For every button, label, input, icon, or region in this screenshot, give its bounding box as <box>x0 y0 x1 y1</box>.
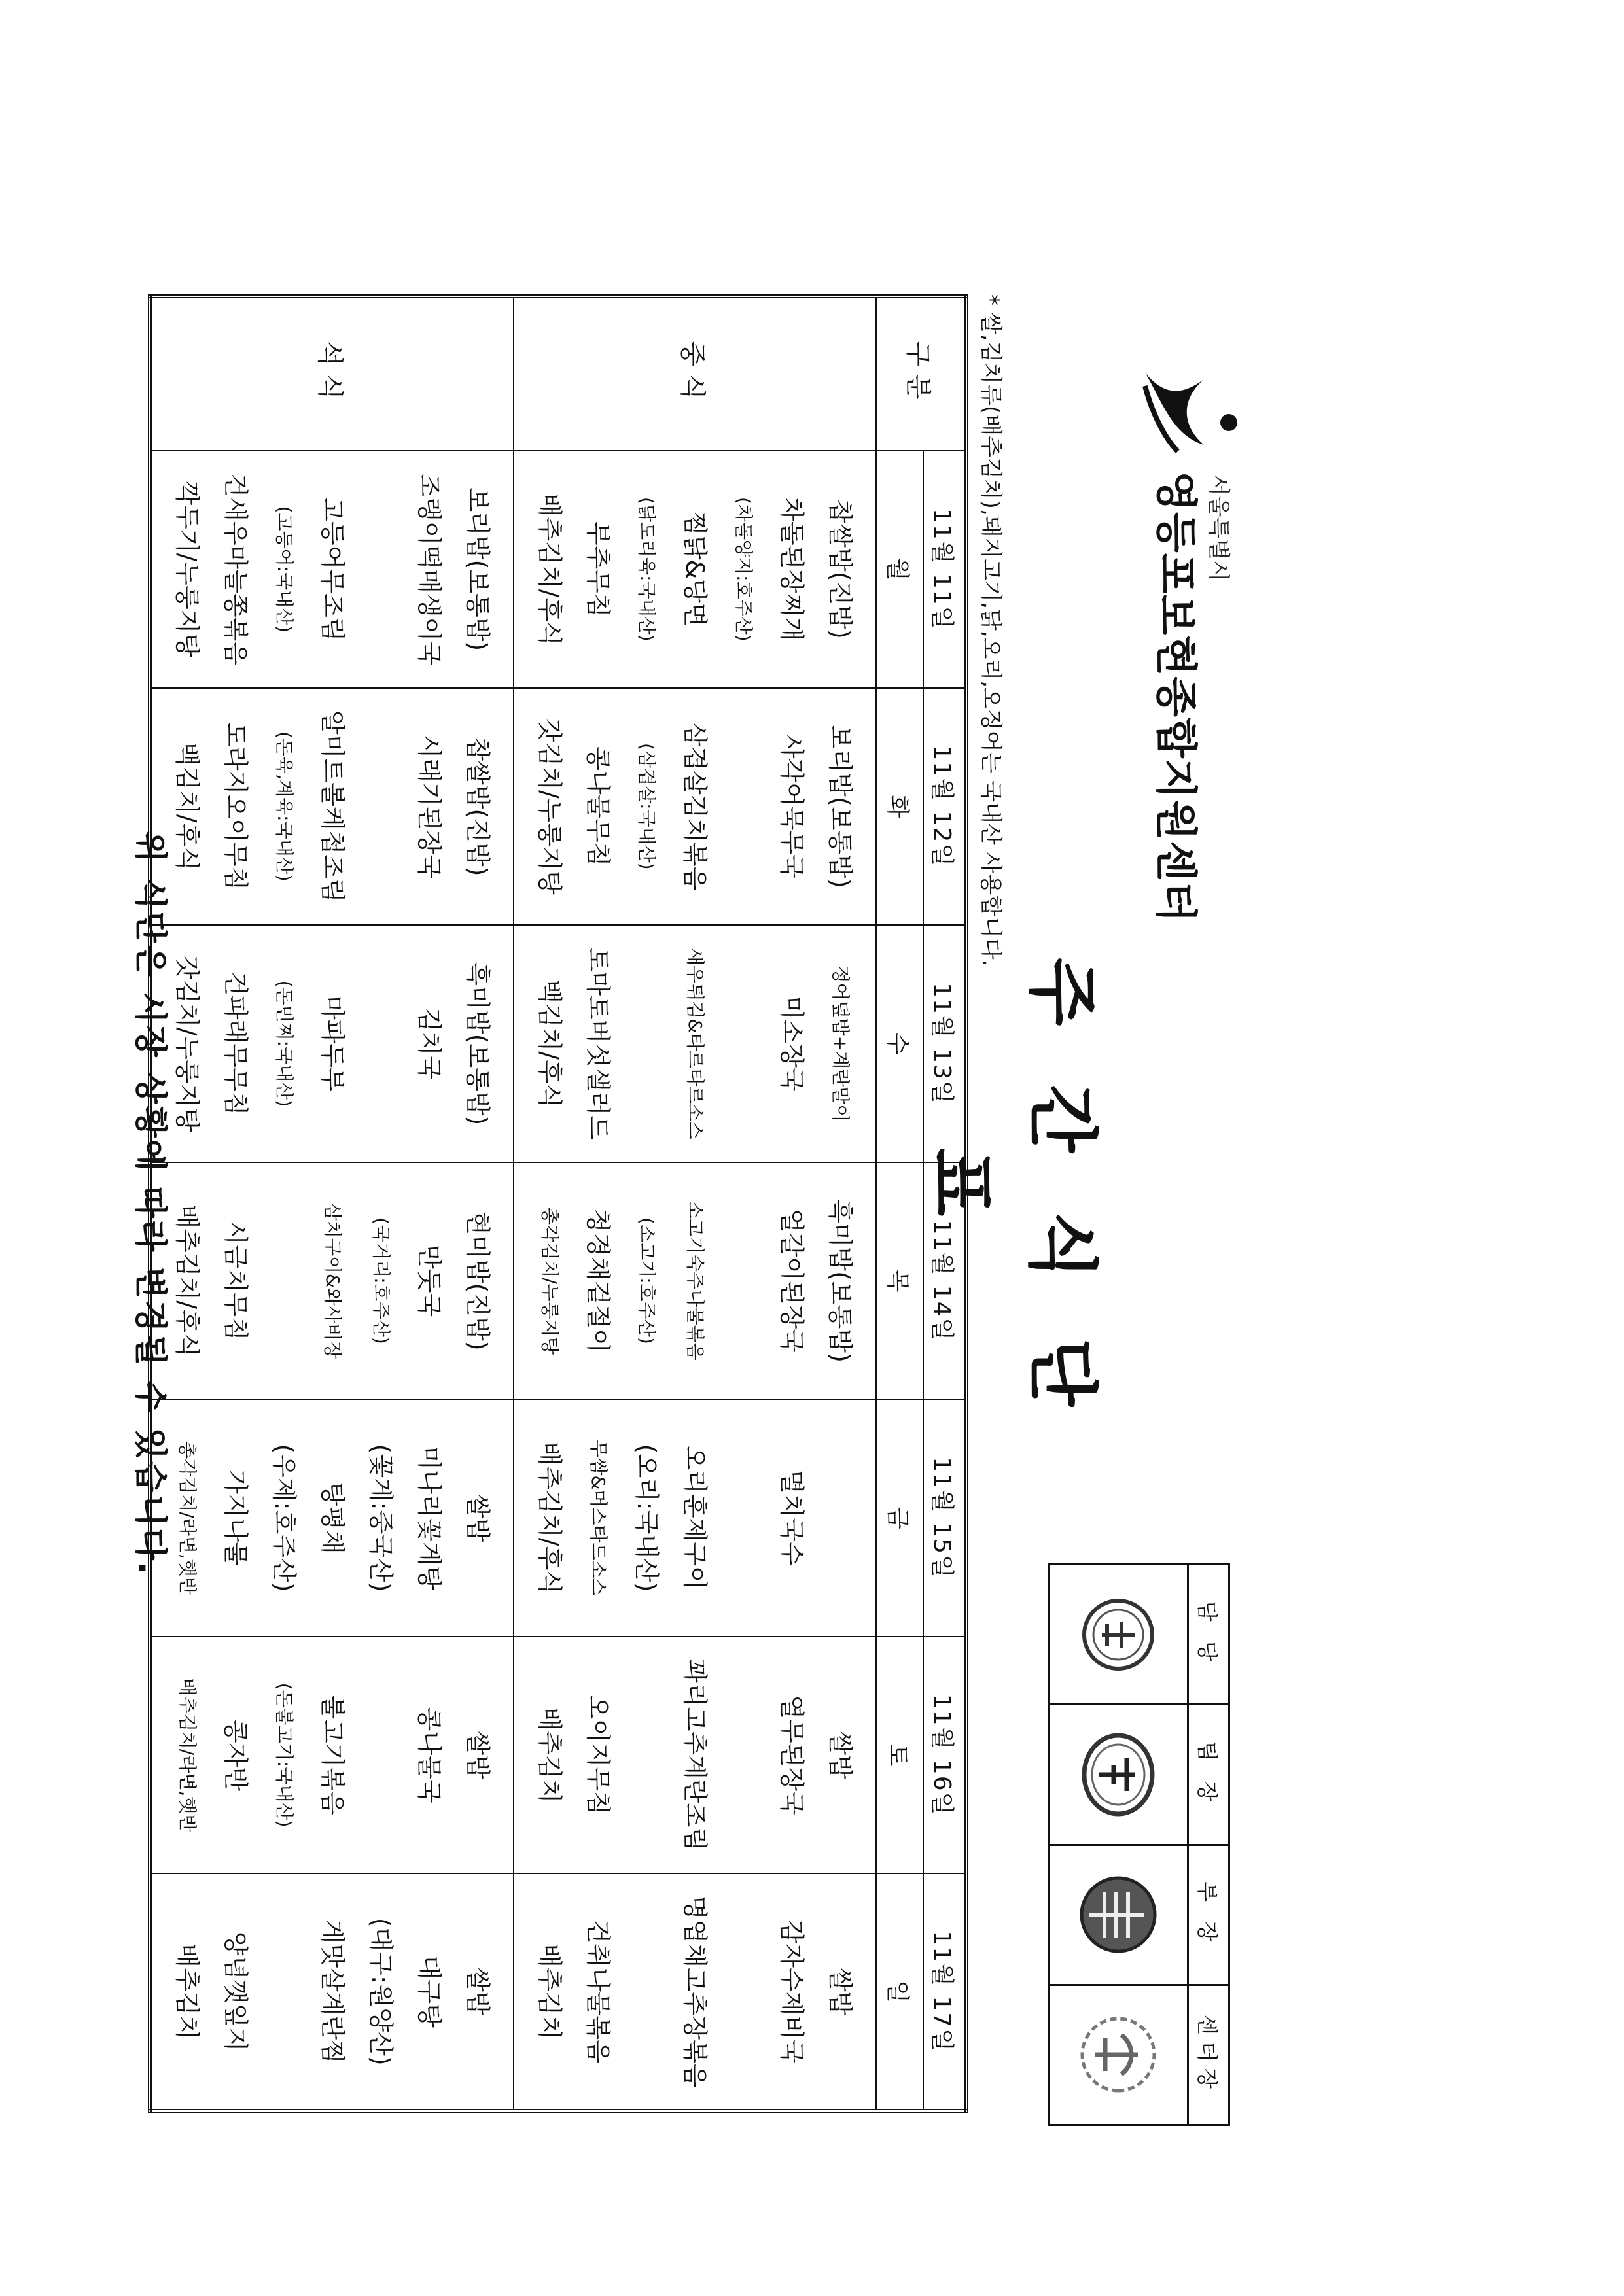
menu-item: 부추무침 <box>584 521 612 617</box>
seal-stamp-icon <box>1069 1866 1167 1964</box>
weekly-menu-table <box>148 294 968 2113</box>
menu-item: 갓김치/누룽지탕 <box>173 955 202 1132</box>
menu-item: 쌀밥 <box>826 1967 855 2016</box>
approval-stamp-cell <box>1049 1705 1188 1845</box>
menu-item: 마파두부 <box>318 995 347 1092</box>
approval-label-team-lead: 팀 장 <box>1188 1705 1229 1845</box>
corner-label: 구분 <box>876 296 966 451</box>
menu-item: 대구탕 <box>415 1955 444 2028</box>
day-weekday: 수 <box>876 925 923 1162</box>
menu-item: 얼갈이된장국 <box>777 1208 806 1353</box>
meal-label: 석식 <box>150 296 514 451</box>
menu-item: 배추김치 <box>535 1707 564 1803</box>
menu-item: (고등어:국내산) <box>274 506 295 633</box>
menu-item: 시금치무침 <box>221 1221 250 1341</box>
menu-item: (대구:원양산) <box>366 1917 395 2066</box>
day-weekday: 토 <box>876 1637 923 1874</box>
menu-cell <box>150 1399 514 1637</box>
menu-item: 백김치/후식 <box>173 742 202 871</box>
menu-item <box>719 1168 768 1394</box>
menu-item <box>622 931 671 1157</box>
menu-item: 배추김치/후식 <box>173 1204 202 1357</box>
menu-item: 배추김치 <box>535 1943 564 2040</box>
menu-cell <box>150 1162 514 1400</box>
menu-item: (돈민찌:국내산) <box>274 980 295 1107</box>
menu-cell <box>514 1637 876 1874</box>
menu-item: 차돌된장찌개 <box>777 497 806 642</box>
menu-body <box>150 296 876 2111</box>
menu-item: 삼치구이&와사비장 <box>322 1202 344 1359</box>
menu-item: 오이지무침 <box>584 1695 612 1815</box>
menu-item <box>719 1643 768 1868</box>
menu-item: 배추김치/후식 <box>535 493 564 646</box>
menu-item: (오리:국내산) <box>632 1444 661 1592</box>
menu-item <box>719 694 768 920</box>
menu-cell <box>150 1637 514 1874</box>
menu-item <box>719 931 768 1157</box>
menu-item: 시래기된장국 <box>415 734 444 878</box>
menu-item: 도라지오이무침 <box>221 722 250 891</box>
menu-item: 양념깻잎지 <box>221 1931 250 2052</box>
menu-item: 쌀밥 <box>463 1731 492 1779</box>
menu-item: 김치국 <box>415 1007 444 1080</box>
menu-item <box>260 1168 308 1394</box>
menu-item: 정어덮밥+계란말이 <box>830 965 851 1122</box>
menu-item: 청경채겉절이 <box>584 1208 612 1353</box>
menu-item: 총각김치/라면,햇반 <box>177 1441 198 1595</box>
menu-item <box>622 1643 671 1868</box>
menu-item: 백김치/후식 <box>535 979 564 1108</box>
menu-item: 조랭이떡매생이국 <box>415 473 444 666</box>
approval-stamp-cell <box>1049 1985 1188 2125</box>
day-weekday: 목 <box>876 1162 923 1400</box>
menu-cell <box>150 925 514 1162</box>
menu-item: (차돌양지:호주산) <box>733 496 754 642</box>
approval-box <box>1048 1563 1230 2126</box>
approval-stamp-cell <box>1049 1845 1188 1985</box>
menu-item: 명엽채고추장볶음 <box>680 1895 709 2088</box>
menu-item: 게맛살계란찜 <box>318 1919 347 2064</box>
seal-stamp-icon <box>1069 1726 1167 1824</box>
menu-item: 만둣국 <box>415 1244 444 1317</box>
day-date: 11월 13일 <box>923 925 966 1162</box>
menu-item: 쌀밥 <box>463 1967 492 2016</box>
menu-item <box>260 1879 308 2104</box>
menu-row <box>150 296 514 2111</box>
menu-item: 미소장국 <box>777 995 806 1092</box>
menu-item <box>357 1643 405 1868</box>
menu-item: (돈육,계육:국내산) <box>274 731 295 882</box>
day-date: 11월 16일 <box>923 1637 966 1874</box>
menu-item: 토마토버섯샐러드 <box>584 947 612 1140</box>
menu-item: 삼겹살김치볶음 <box>680 722 709 891</box>
menu-item: 무쌈&머스타드소스 <box>588 1440 609 1596</box>
approval-label-staff: 담 당 <box>1188 1565 1229 1705</box>
menu-item: 감자수제비국 <box>777 1919 806 2064</box>
menu-item <box>719 1405 768 1631</box>
day-date: 11월 12일 <box>923 688 966 926</box>
menu-item <box>357 931 405 1157</box>
menu-item: (국거리:호주산) <box>370 1217 392 1344</box>
menu-item <box>816 1405 864 1631</box>
seal-stamp-icon <box>1069 2006 1167 2104</box>
menu-item: 찹쌀밥(진밥) <box>463 737 492 877</box>
approval-label-manager: 부 장 <box>1188 1845 1229 1985</box>
menu-cell <box>514 688 876 926</box>
menu-row <box>514 296 876 2111</box>
menu-item: 건취나물볶음 <box>584 1919 612 2064</box>
menu-item: 총각김치/누룽지탕 <box>539 1207 561 1355</box>
meal-label: 중식 <box>514 296 876 451</box>
menu-item: (소고기:호주산) <box>636 1217 658 1344</box>
approval-label-director: 센터장 <box>1188 1985 1229 2125</box>
day-date: 11월 17일 <box>923 1873 966 2111</box>
footer-notice: 위 식단은 시장 상황에 따라 변경될 수 있습니다. <box>132 831 169 1576</box>
menu-item: 갓김치/누룽지탕 <box>535 718 564 895</box>
day-date: 11월 11일 <box>923 451 966 688</box>
menu-cell <box>514 925 876 1162</box>
menu-item: 깍두기/누룽지탕 <box>173 481 202 658</box>
menu-item: 탕평채 <box>318 1482 347 1554</box>
menu-item <box>719 1879 768 2104</box>
menu-cell <box>150 688 514 926</box>
menu-item: 콩나물국 <box>415 1707 444 1803</box>
menu-item: 건파래무무침 <box>221 971 250 1116</box>
menu-item: (닭도리육:국내산) <box>636 496 658 642</box>
menu-item: 흑미밥(보통밥) <box>826 1199 855 1363</box>
menu-item: 소고기숙주나물볶음 <box>684 1201 706 1361</box>
menu-item: (돈불고기:국내산) <box>274 1682 295 1828</box>
day-weekday: 월 <box>876 451 923 688</box>
menu-item: 쌀밥 <box>463 1493 492 1542</box>
approval-stamp-cell <box>1049 1565 1188 1705</box>
rotated-document <box>111 281 1256 2126</box>
org-name: 영등포보현종합지원센터 <box>1151 471 1199 924</box>
menu-item: 새우튀김&타르타르소스 <box>684 948 706 1139</box>
menu-cell <box>514 1399 876 1637</box>
menu-cell <box>150 451 514 688</box>
seal-stamp-icon <box>1069 1586 1167 1684</box>
menu-item: 알미트볼케첩조림 <box>318 710 347 903</box>
menu-item: 가지나물 <box>221 1470 250 1566</box>
day-date: 11월 14일 <box>923 1162 966 1400</box>
menu-cell <box>150 1873 514 2111</box>
menu-item: 꽈리고추계란조림 <box>680 1659 709 1851</box>
org-sub-label: 서울특별시 <box>1205 474 1231 582</box>
day-weekday: 금 <box>876 1399 923 1637</box>
menu-item: 쌀밥 <box>826 1731 855 1779</box>
menu-item: 고등어무조림 <box>318 497 347 642</box>
menu-item: 배추김치/후식 <box>535 1442 564 1595</box>
menu-item: 현미밥(진밥) <box>463 1211 492 1351</box>
menu-item: 콩나물무침 <box>584 746 612 867</box>
org-logo <box>1139 360 1243 1145</box>
menu-item: 배추김치 <box>173 1943 202 2040</box>
menu-item: 불고기볶음 <box>318 1695 347 1815</box>
menu-item <box>357 457 405 682</box>
origin-note: * 쌀,김치류(배추김치),돼지고기,닭,오리,오징어는 국내산 사용합니다. <box>978 294 1004 967</box>
menu-item: 보리밥(보통밥) <box>463 487 492 652</box>
menu-item: (꽃게:중국산) <box>366 1444 395 1592</box>
menu-item: 배추김치/라면,햇반 <box>177 1678 198 1832</box>
menu-item: 미나리꽃게탕 <box>415 1446 444 1590</box>
day-date: 11월 15일 <box>923 1399 966 1637</box>
menu-item <box>357 694 405 920</box>
menu-cell <box>514 451 876 688</box>
page-title: 주 간 식 단 표 <box>919 957 1103 1424</box>
menu-item: (우제:호주산) <box>270 1444 298 1592</box>
menu-item: 콩자반 <box>221 1719 250 1792</box>
day-weekday: 화 <box>876 688 923 926</box>
menu-item: 찜닭&당면 <box>680 512 709 627</box>
menu-cell <box>514 1873 876 2111</box>
day-weekday: 일 <box>876 1873 923 2111</box>
menu-item: 열무된장국 <box>777 1695 806 1815</box>
menu-item: 흑미밥(보통밥) <box>463 962 492 1126</box>
menu-item: 오리훈제구이 <box>680 1446 709 1590</box>
menu-item: 멸치국수 <box>777 1470 806 1566</box>
menu-item: (삼겹살:국내산) <box>636 743 658 870</box>
menu-item: 찹쌀밥(진밥) <box>826 499 855 639</box>
menu-item: 보리밥(보통밥) <box>826 724 855 888</box>
menu-item <box>622 1879 671 2104</box>
menu-item: 건새우마늘쫑볶음 <box>221 473 250 666</box>
org-logo-icon <box>1139 360 1243 458</box>
menu-item: 사각어묵무국 <box>777 734 806 878</box>
menu-cell <box>514 1162 876 1400</box>
